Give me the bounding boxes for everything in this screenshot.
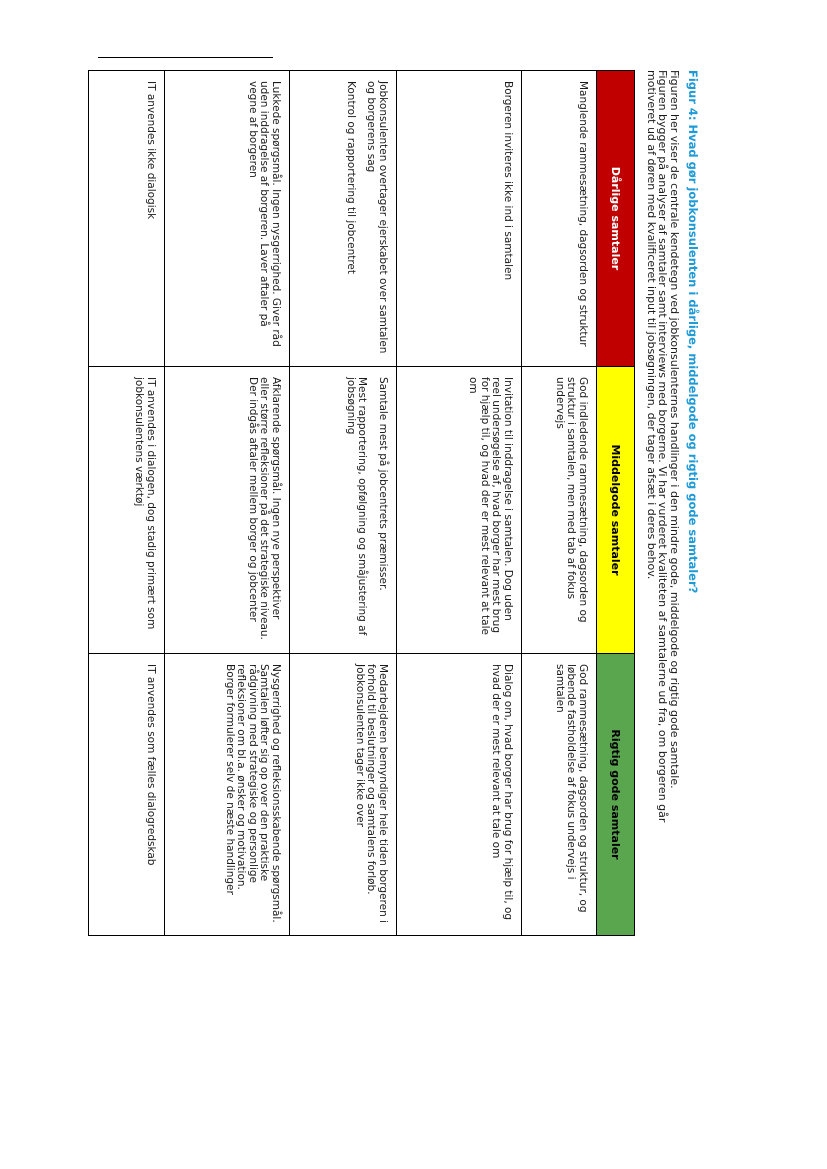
cell-text: God indledende rammesætning, dagsorden og struktur i samtalen, men med tab af fokus undervejs xyxy=(554,377,589,623)
footnote-rule xyxy=(98,57,273,58)
cell-good xyxy=(522,654,597,936)
table-row xyxy=(165,71,290,936)
table-row xyxy=(89,71,165,936)
cell-text: Dialog om, hvad borger har brug for hjælp til, og hvad der er mest relevant at tale om xyxy=(490,664,514,921)
table-row xyxy=(397,71,522,936)
cell-text: Mest rapportering, opfølgning og småjustering af jobsøgning xyxy=(345,377,369,636)
figure-title: Figur 4: Hvad gør jobkonsulenten i dårlige, middelgode og rigtig gode samtaler? xyxy=(686,70,700,594)
table-header-row xyxy=(597,71,635,936)
cell-medium xyxy=(522,367,597,654)
description-line: Figuren bygger på analyser af samtaler samt interviews med borgerne. Vi har vurderet kvaliteten af samtalerne ud fra, om borgeren går xyxy=(656,70,670,823)
header-good-conversations: Rigtig gode samtaler xyxy=(597,654,635,936)
cell-bad xyxy=(290,71,397,367)
cell-text: IT anvendes i dialogen, dog stadig primært som jobkonsulentens værktøj xyxy=(133,377,157,630)
cell-text: IT anvendes ikke dialogisk xyxy=(145,81,157,220)
cell-text: Jobkonsulenten overtager ejerskabet over samtalen og borgerens sag xyxy=(365,81,389,354)
cell-medium xyxy=(165,367,290,654)
cell-good xyxy=(290,654,397,936)
cell-text: Manglende rammesætning, dagsorden og struktur xyxy=(577,81,589,347)
header-bad-conversations: Dårlige samtaler xyxy=(597,71,635,367)
cell-text: Kontrol og rapportering til jobcentret xyxy=(345,81,357,275)
cell-medium xyxy=(290,367,397,654)
table-row xyxy=(290,71,397,936)
figure-description xyxy=(646,70,681,1070)
cell-text: Lukkede spørgsmål. Ingen nysgerrighed. Giver råd uden inddragelse af borgeren. Laver aftaler på vegne af borgeren xyxy=(247,81,282,347)
cell-text: God rammesætning, dagsorden og struktur, og løbende fastholdelse af fokus undervejs i samtalen xyxy=(554,664,589,913)
rotated-figure xyxy=(100,70,700,1130)
cell-text: Invitation til inddragelse i samtalen. Dog uden reel undersøgelse af, hvad borger har mest brug for hjælp til, og hvad der er mest relevant at tale om xyxy=(467,377,514,635)
cell-good xyxy=(165,654,290,936)
cell-good xyxy=(397,654,522,936)
cell-bad xyxy=(522,71,597,367)
cell-good xyxy=(89,654,165,936)
cell-bad xyxy=(89,71,165,367)
conversation-quality-table xyxy=(88,70,635,936)
description-line: motiveret ud af døren med kvalificeret input til jobsøgningen, der tager afsæt i deres behov. xyxy=(645,70,658,580)
cell-medium xyxy=(89,367,165,654)
cell-text: Samtale mest på jobcentrets præmisser. xyxy=(377,377,389,591)
cell-text: IT anvendes som fælles dialogredskab xyxy=(145,664,157,866)
cell-bad xyxy=(165,71,290,367)
cell-medium xyxy=(397,367,522,654)
cell-text: Nysgerrighed og refleksionsskabende spørgsmål. Samtalen løfter sig op over den praktiske rådgivning med strategiske og personlige refleksioner om bl.a. ønsker og motivation. Borger formulerer selv de næste handlinger xyxy=(224,664,282,923)
cell-text: Borgeren inviteres ikke ind i samtalen xyxy=(502,81,514,281)
header-medium-conversations: Middelgode samtaler xyxy=(597,367,635,654)
description-line: Figuren her viser de centrale kendetegn ved jobkonsulenternes handlinger i den mindre gode, middelgode og rigtig gode samtale. xyxy=(668,70,681,789)
cell-bad xyxy=(397,71,522,367)
table-row xyxy=(522,71,597,936)
cell-text: Afklarende spørgsmål. Ingen nye perspektiver eller større refleksioner på det strategiske niveau. Der indgås aftaler mellem borger og jobcenter xyxy=(247,377,282,640)
cell-text: Medarbejderen bemyndiger hele tiden borgeren i forhold til beslutninger og samtalens forløb. Jobkonsulenten tager ikke over xyxy=(354,664,389,924)
